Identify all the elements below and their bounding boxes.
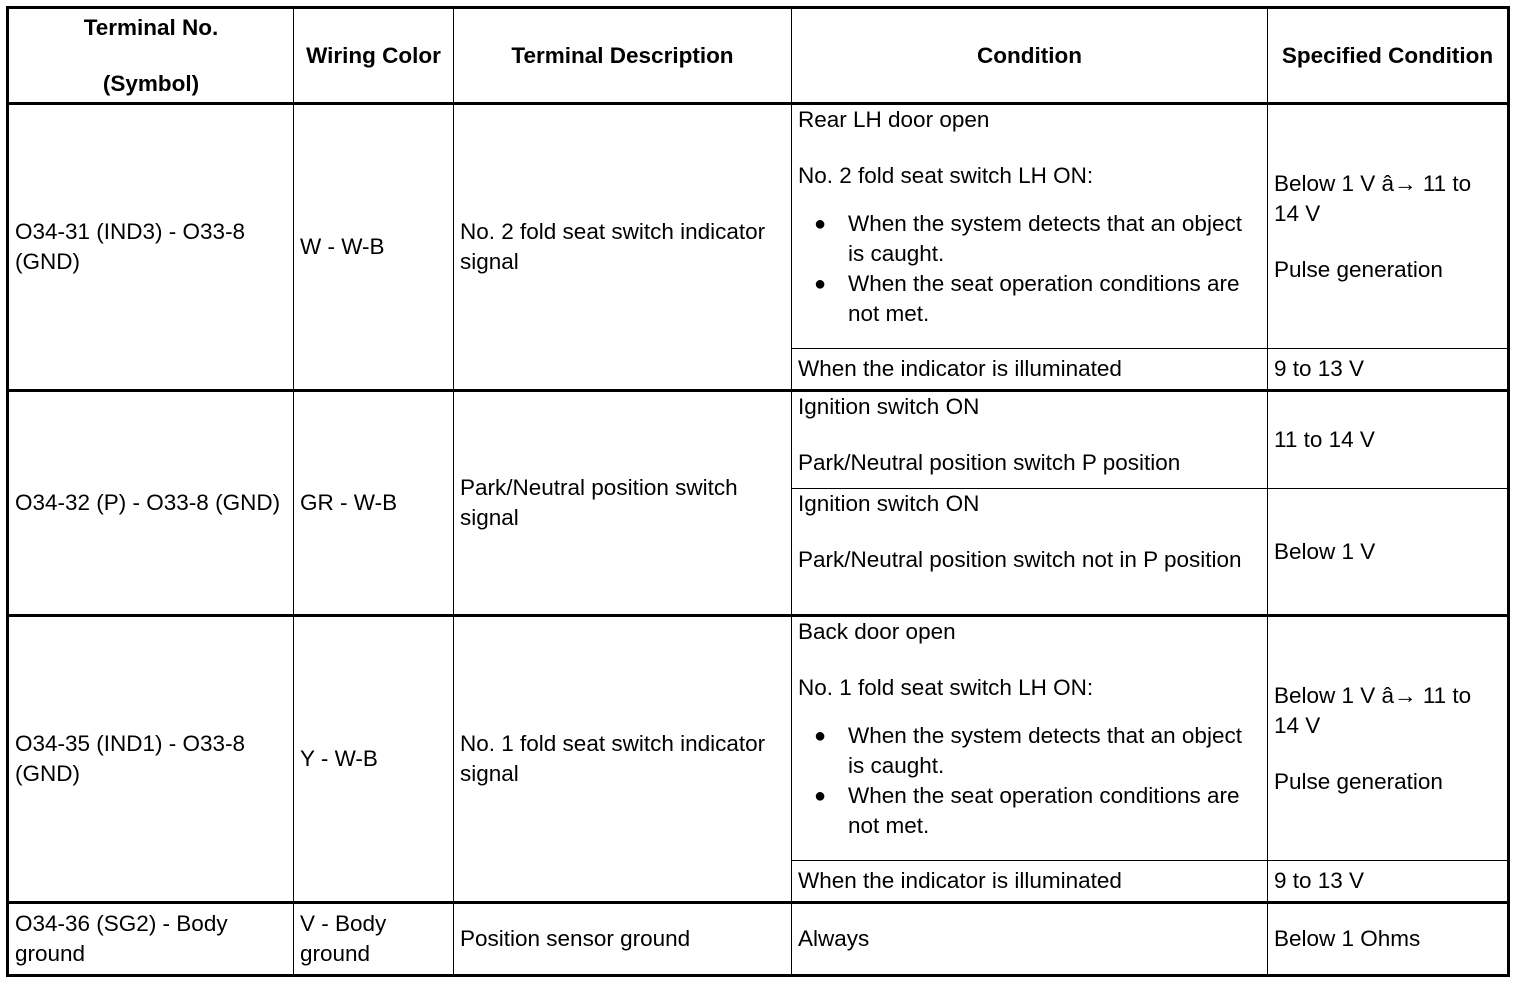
wiring-cell: GR - W-B (294, 391, 454, 616)
condition-line: Back door open (798, 619, 956, 644)
table-row (8, 903, 1509, 976)
condition-bullet-list (798, 209, 1261, 329)
condition-cell (792, 616, 1268, 861)
condition-cell (792, 489, 1268, 616)
header-condition: Condition (792, 8, 1268, 104)
wiring-cell: W - W-B (294, 104, 454, 391)
spec-cell: 11 to 14 V (1268, 391, 1509, 489)
spec-cell: Below 1 Ohms (1268, 903, 1509, 976)
row-group-sg2 (8, 903, 1509, 976)
condition-bullet-list (798, 721, 1261, 841)
spec-line: Below 1 V â→ 11 to 14 V (1274, 170, 1472, 226)
condition-bullet: ● When the system detects that an object is caught. (798, 209, 1261, 269)
condition-bullet: ● When the seat operation conditions are not met. (798, 269, 1261, 329)
condition-line: No. 1 fold seat switch LH ON: (798, 675, 1094, 700)
header-terminal-no: Terminal No. (Symbol) (8, 8, 294, 104)
wiring-cell: V - Body ground (294, 903, 454, 976)
description-cell: Position sensor ground (454, 903, 792, 976)
spec-line: Pulse generation (1274, 256, 1443, 282)
condition-bullet: ● When the seat operation conditions are not met. (798, 781, 1261, 841)
spec-line: Pulse generation (1274, 768, 1443, 794)
row-group-p (8, 391, 1509, 616)
condition-line: Park/Neutral position switch P position (798, 450, 1181, 475)
condition-cell (792, 104, 1268, 349)
condition-line: Ignition switch ON (798, 491, 980, 516)
condition-cell: Always (792, 903, 1268, 976)
spec-cell: 9 to 13 V (1268, 861, 1509, 903)
condition-cell (792, 391, 1268, 489)
condition-cell: When the indicator is illuminated (792, 861, 1268, 903)
terminal-cell: O34-31 (IND3) - O33-8 (GND) (8, 104, 294, 391)
row-group-ind3 (8, 104, 1509, 391)
terminal-cell: O34-35 (IND1) - O33-8 (GND) (8, 616, 294, 903)
header-symbol: (Symbol) (102, 70, 200, 96)
table-row (8, 391, 1509, 489)
condition-line: Ignition switch ON (798, 394, 980, 419)
description-cell: Park/Neutral position switch signal (454, 391, 792, 616)
header-specified-condition: Specified Condition (1268, 8, 1509, 104)
row-group-ind1 (8, 616, 1509, 903)
terminal-cell: O34-36 (SG2) - Body ground (8, 903, 294, 976)
table-row (8, 616, 1509, 861)
table-row (8, 104, 1509, 349)
condition-line: Park/Neutral position switch not in P position (798, 547, 1242, 572)
spec-line: Below 1 V â→ 11 to 14 V (1274, 682, 1472, 738)
header-row (8, 8, 1509, 104)
description-cell: No. 1 fold seat switch indicator signal (454, 616, 792, 903)
terminal-spec-table (6, 6, 1510, 977)
wiring-cell: Y - W-B (294, 616, 454, 903)
spec-cell (1268, 616, 1509, 861)
terminal-cell: O34-32 (P) - O33-8 (GND) (8, 391, 294, 616)
description-cell: No. 2 fold seat switch indicator signal (454, 104, 792, 391)
condition-line: No. 2 fold seat switch LH ON: (798, 163, 1094, 188)
condition-line: Rear LH door open (798, 107, 990, 132)
spec-cell: 9 to 13 V (1268, 349, 1509, 391)
spec-cell (1268, 104, 1509, 349)
spec-cell: Below 1 V (1268, 489, 1509, 616)
condition-bullet: ● When the system detects that an object is caught. (798, 721, 1261, 781)
condition-cell: When the indicator is illuminated (792, 349, 1268, 391)
header-terminal-description: Terminal Description (454, 8, 792, 104)
header-wiring-color: Wiring Color (294, 8, 454, 104)
